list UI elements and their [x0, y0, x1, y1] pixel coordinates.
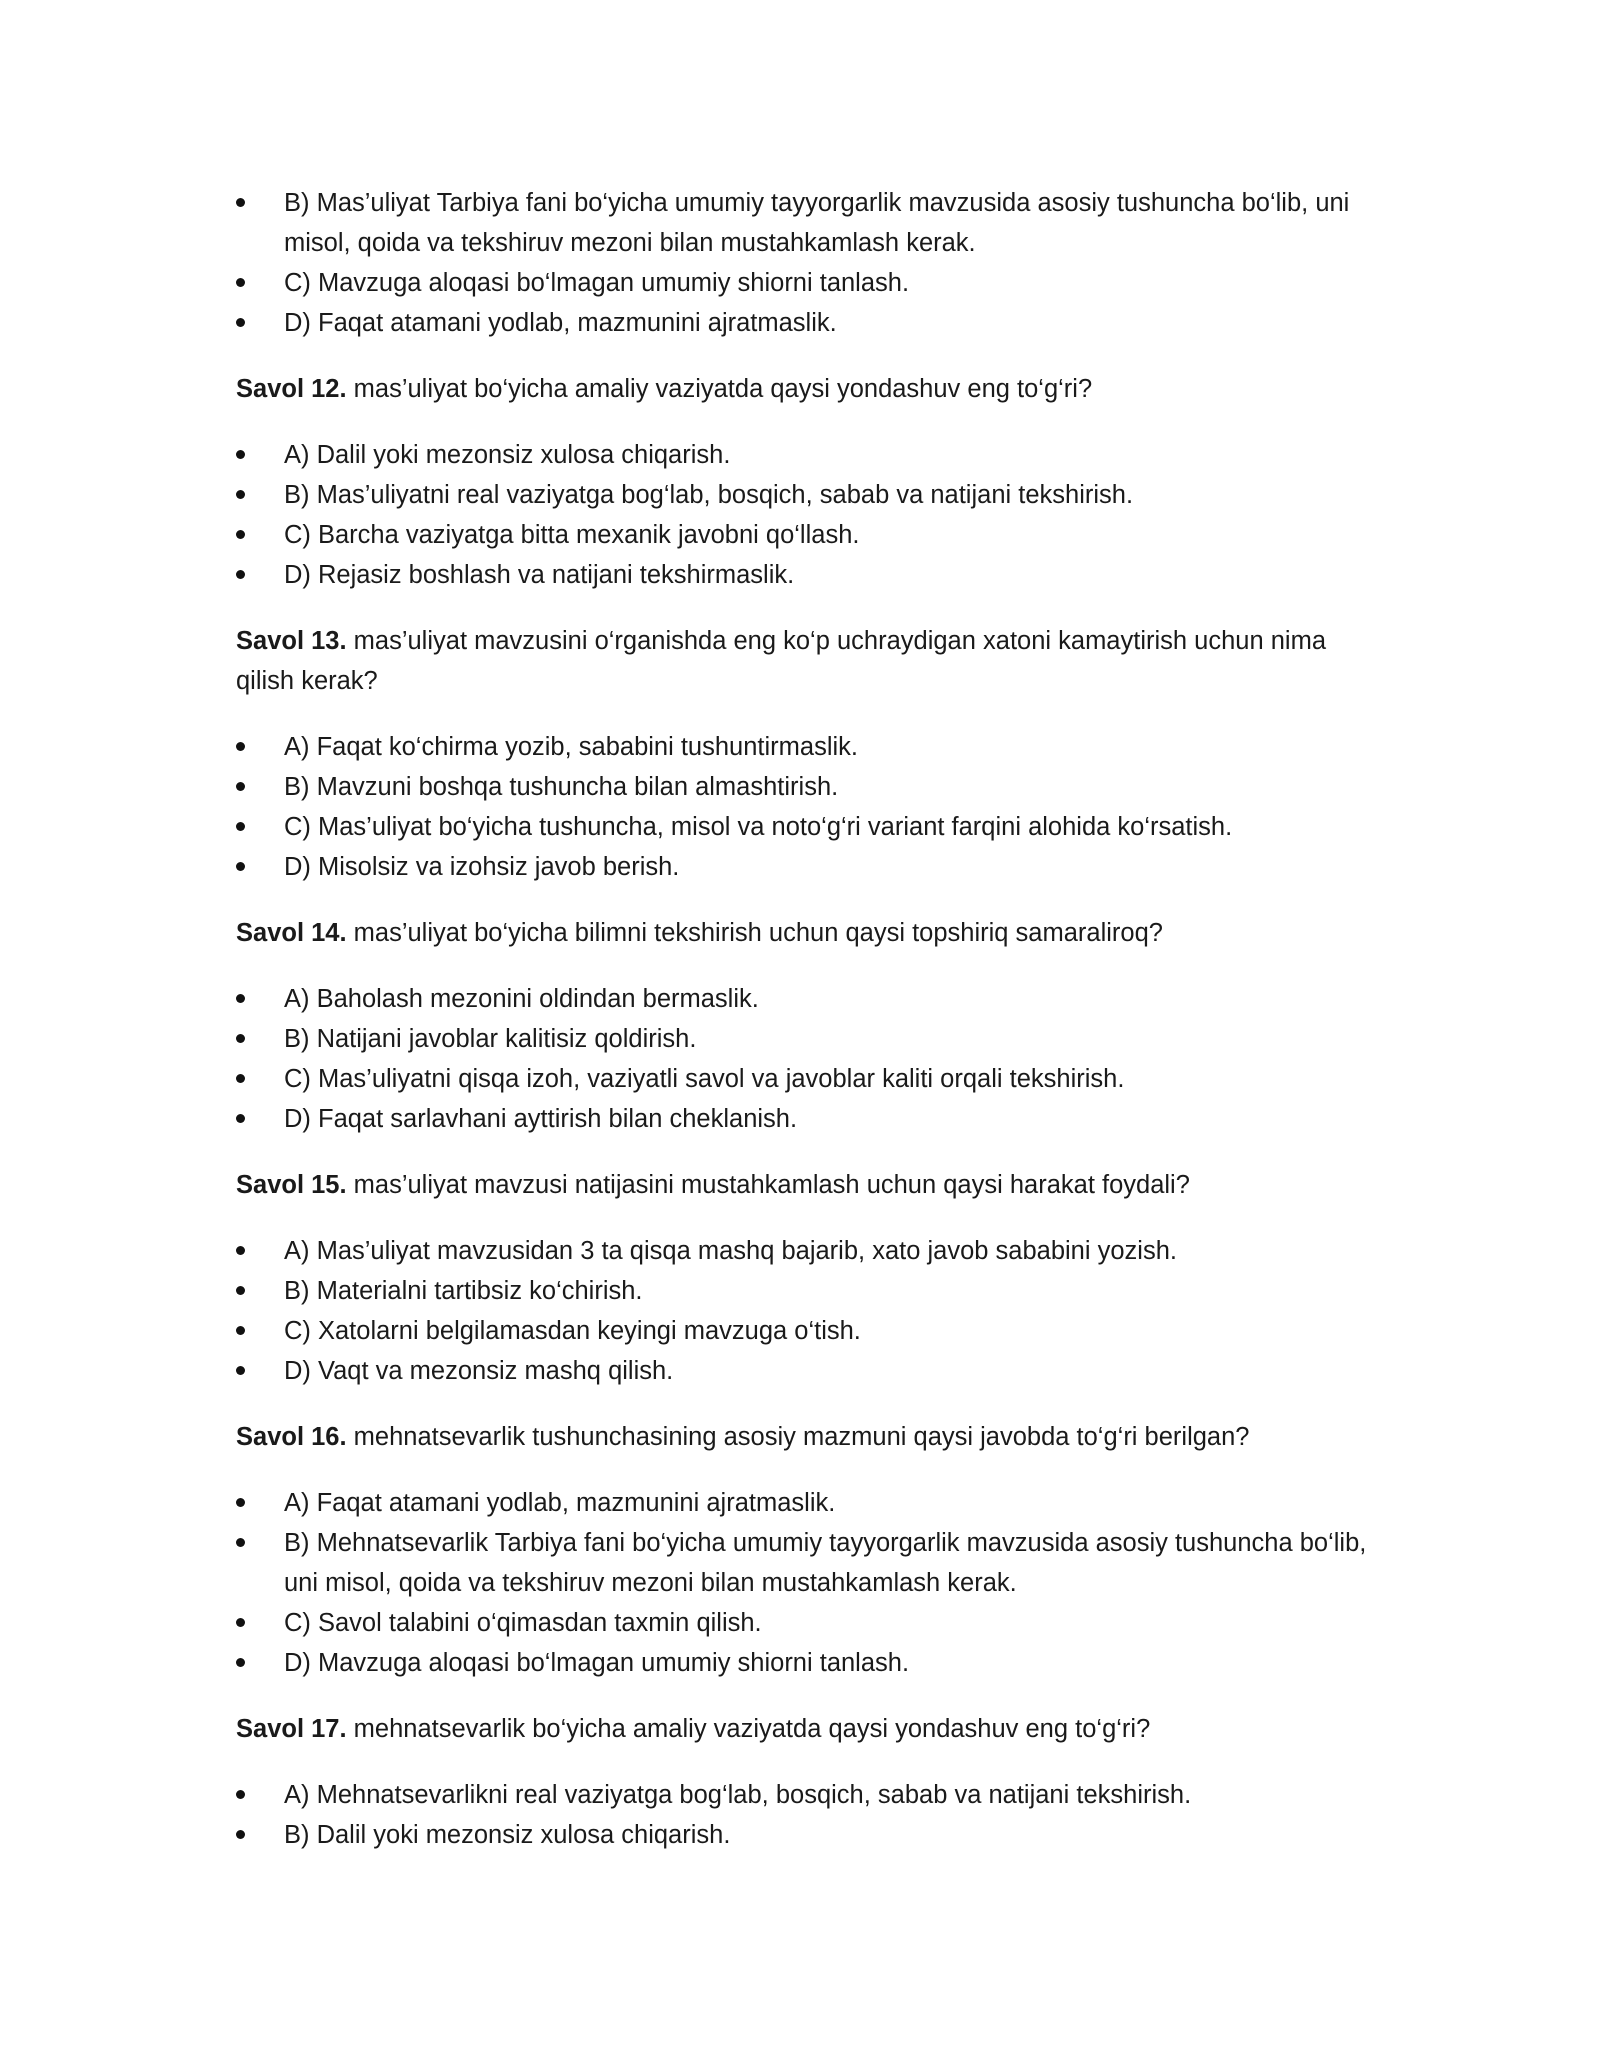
option-item [236, 979, 1376, 1019]
question-number: Savol 17. [236, 1715, 347, 1743]
option-list [236, 727, 1376, 887]
option-text: A) Mehnatsevarlikni real vaziyatga bog‘lab, bosqich, sabab va natijani tekshirish. [284, 1781, 1192, 1809]
question-text [236, 369, 1376, 409]
question-block-17 [236, 1709, 1376, 1855]
bullet-icon [236, 435, 256, 475]
question-body: mehnatsevarlik bo‘yicha amaliy vaziyatda qaysi yondashuv eng to‘g‘ri? [346, 1715, 1151, 1743]
option-item [236, 847, 1376, 887]
bullet-icon [236, 1311, 256, 1351]
option-text: B) Mas’uliyatni real vaziyatga bog‘lab, bosqich, sabab va natijani tekshirish. [284, 481, 1134, 509]
option-text: A) Dalil yoki mezonsiz xulosa chiqarish. [284, 441, 731, 469]
option-item [236, 263, 1376, 303]
option-text: C) Mas’uliyat bo‘yicha tushuncha, misol va noto‘g‘ri variant farqini alohida ko‘rsatish. [284, 813, 1233, 841]
question-text [236, 621, 1376, 701]
option-item [236, 1099, 1376, 1139]
document-page [236, 183, 1376, 1881]
option-list [236, 1231, 1376, 1391]
option-item [236, 1231, 1376, 1271]
option-item [236, 475, 1376, 515]
bullet-icon [236, 1351, 256, 1391]
question-block-continued [236, 183, 1376, 343]
option-text: B) Mehnatsevarlik Tarbiya fani bo‘yicha umumiy tayyorgarlik mavzusida asosiy tushuncha bo‘lib, uni misol, qoida va tekshiruv mezoni bilan mustahkamlash kerak. [284, 1529, 1367, 1597]
bullet-icon [236, 979, 256, 1019]
bullet-icon [236, 515, 256, 555]
question-block-16 [236, 1417, 1376, 1683]
bullet-icon [236, 1775, 256, 1815]
bullet-icon [236, 847, 256, 887]
bullet-icon [236, 1483, 256, 1523]
bullet-icon [236, 1099, 256, 1139]
question-body: mehnatsevarlik tushunchasining asosiy mazmuni qaysi javobda to‘g‘ri berilgan? [346, 1423, 1250, 1451]
bullet-icon [236, 807, 256, 847]
bullet-icon [236, 303, 256, 343]
bullet-icon [236, 727, 256, 767]
bullet-icon [236, 1523, 256, 1563]
bullet-icon [236, 1815, 256, 1855]
option-item [236, 1483, 1376, 1523]
question-body: mas’uliyat bo‘yicha bilimni tekshirish uchun qaysi topshiriq samaraliroq? [346, 919, 1163, 947]
option-text: C) Xatolarni belgilamasdan keyingi mavzuga o‘tish. [284, 1317, 861, 1345]
option-text: C) Mavzuga aloqasi bo‘lmagan umumiy shiorni tanlash. [284, 269, 910, 297]
option-item [236, 1059, 1376, 1099]
option-text: C) Barcha vaziyatga bitta mexanik javobni qo‘llash. [284, 521, 860, 549]
option-text: B) Natijani javoblar kalitisiz qoldirish. [284, 1025, 697, 1053]
option-item [236, 1271, 1376, 1311]
option-item [236, 1603, 1376, 1643]
option-item [236, 515, 1376, 555]
option-item [236, 1523, 1376, 1603]
question-number: Savol 14. [236, 919, 347, 947]
option-item [236, 1643, 1376, 1683]
question-block-13 [236, 621, 1376, 887]
option-item [236, 727, 1376, 767]
bullet-icon [236, 183, 256, 223]
option-item [236, 1775, 1376, 1815]
bullet-icon [236, 555, 256, 595]
option-text: A) Faqat atamani yodlab, mazmunini ajratmaslik. [284, 1489, 836, 1517]
option-list [236, 1483, 1376, 1683]
option-text: D) Misolsiz va izohsiz javob berish. [284, 853, 680, 881]
question-text [236, 1417, 1376, 1457]
option-item [236, 1019, 1376, 1059]
option-item [236, 1351, 1376, 1391]
option-text: B) Mas’uliyat Tarbiya fani bo‘yicha umumiy tayyorgarlik mavzusida asosiy tushuncha bo‘lib, uni misol, qoida va tekshiruv mezoni bilan mustahkamlash kerak. [284, 189, 1350, 257]
option-text: C) Mas’uliyatni qisqa izoh, vaziyatli savol va javoblar kaliti orqali tekshirish. [284, 1065, 1125, 1093]
question-body: mas’uliyat mavzusi natijasini mustahkamlash uchun qaysi harakat foydali? [346, 1171, 1190, 1199]
bullet-icon [236, 1643, 256, 1683]
option-item [236, 183, 1376, 263]
bullet-icon [236, 475, 256, 515]
option-text: D) Faqat sarlavhani ayttirish bilan cheklanish. [284, 1105, 798, 1133]
bullet-icon [236, 1059, 256, 1099]
option-item [236, 303, 1376, 343]
option-text: D) Mavzuga aloqasi bo‘lmagan umumiy shiorni tanlash. [284, 1649, 910, 1677]
option-item [236, 1311, 1376, 1351]
question-block-15 [236, 1165, 1376, 1391]
option-text: C) Savol talabini o‘qimasdan taxmin qilish. [284, 1609, 762, 1637]
option-text: B) Materialni tartibsiz ko‘chirish. [284, 1277, 643, 1305]
bullet-icon [236, 1231, 256, 1271]
option-text: B) Mavzuni boshqa tushuncha bilan almashtirish. [284, 773, 839, 801]
option-item [236, 435, 1376, 475]
question-body: mas’uliyat mavzusini o‘rganishda eng ko‘p uchraydigan xatoni kamaytirish uchun nima qilish kerak? [236, 627, 1326, 695]
bullet-icon [236, 1271, 256, 1311]
option-text: A) Faqat ko‘chirma yozib, sababini tushuntirmaslik. [284, 733, 858, 761]
bullet-icon [236, 263, 256, 303]
option-item [236, 767, 1376, 807]
option-text: A) Mas’uliyat mavzusidan 3 ta qisqa mashq bajarib, xato javob sababini yozish. [284, 1237, 1177, 1265]
question-number: Savol 13. [236, 627, 347, 655]
option-item [236, 807, 1376, 847]
bullet-icon [236, 767, 256, 807]
option-list [236, 979, 1376, 1139]
option-list [236, 435, 1376, 595]
question-block-12 [236, 369, 1376, 595]
option-text: A) Baholash mezonini oldindan bermaslik. [284, 985, 759, 1013]
option-list [236, 1775, 1376, 1855]
option-text: D) Vaqt va mezonsiz mashq qilish. [284, 1357, 674, 1385]
question-number: Savol 12. [236, 375, 347, 403]
option-text: D) Faqat atamani yodlab, mazmunini ajratmaslik. [284, 309, 837, 337]
option-item [236, 1815, 1376, 1855]
question-text [236, 913, 1376, 953]
bullet-icon [236, 1019, 256, 1059]
option-list [236, 183, 1376, 343]
question-text [236, 1709, 1376, 1749]
question-block-14 [236, 913, 1376, 1139]
option-text: D) Rejasiz boshlash va natijani tekshirmaslik. [284, 561, 795, 589]
question-number: Savol 15. [236, 1171, 347, 1199]
option-item [236, 555, 1376, 595]
question-number: Savol 16. [236, 1423, 347, 1451]
bullet-icon [236, 1603, 256, 1643]
question-body: mas’uliyat bo‘yicha amaliy vaziyatda qaysi yondashuv eng to‘g‘ri? [346, 375, 1093, 403]
question-text [236, 1165, 1376, 1205]
option-text: B) Dalil yoki mezonsiz xulosa chiqarish. [284, 1821, 731, 1849]
